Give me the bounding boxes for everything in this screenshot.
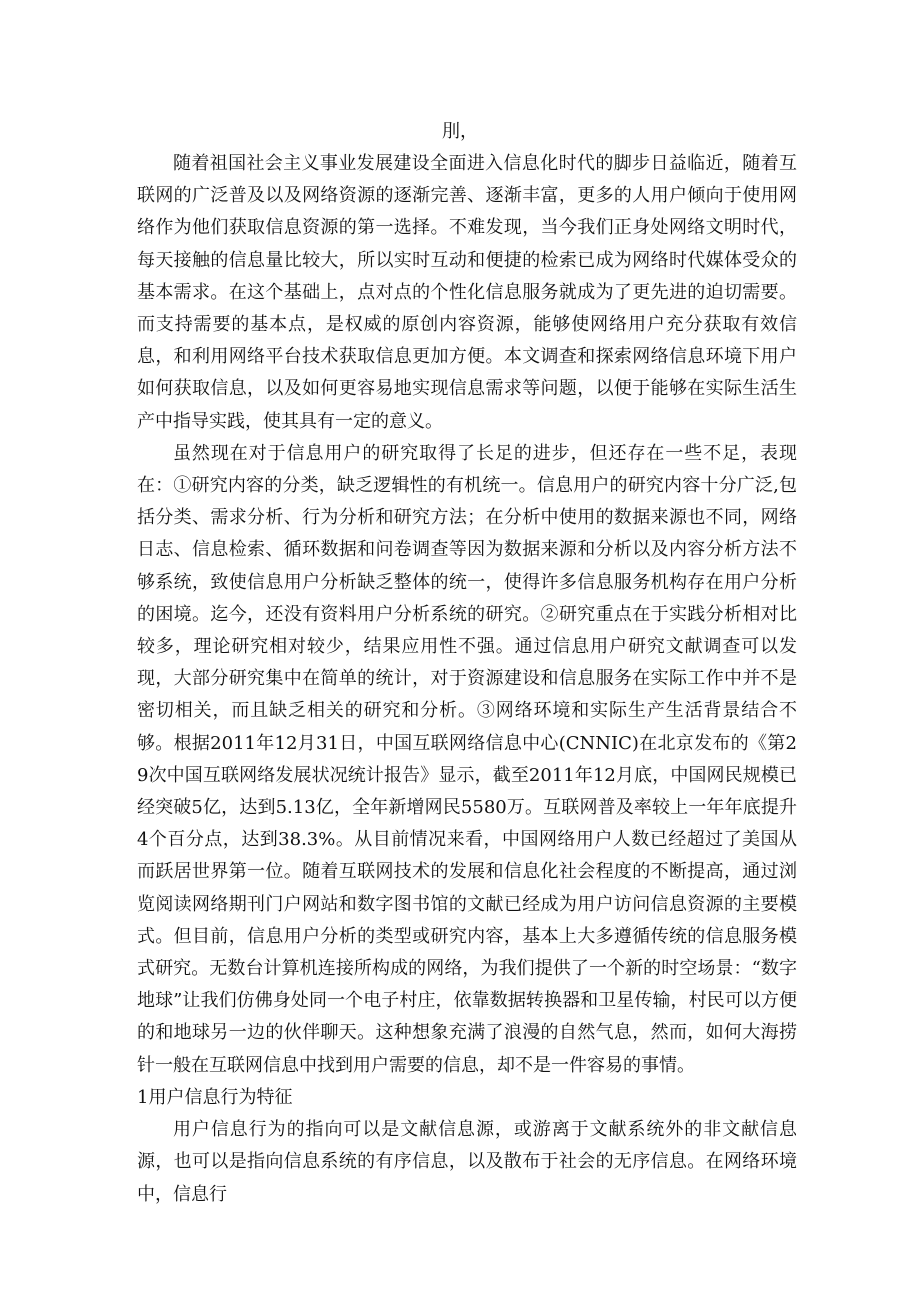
intro-paragraph-2: 虽然现在对于信息用户的研究取得了长足的进步，但还存在一些不足，表现在：①研究内容的分类，缺乏逻辑性的有机统一。信息用户的研究内容十分广泛,包括分类、需求分析、行为分析和研究方法；在分析中使用的数据来源也不同，网络日志、信息检索、循环数据和问卷调查等因为数据来源和分析以及内容分析方法不够系统，致使信息用户分析缺乏整体的统一，使得许多信息服务机构存在用户分析的困境。迄今，还没有资料用户分析系统的研究。②研究重点在于实践分析相对比较多，理论研究相对较少，结果应用性不强。通过信息用户研究文献调查可以发现，大部分研究集中在简单的统计，对于资源建设和信息服务在实际工作中并不是密切相关，而且缺乏相关的研究和分析。③网络环境和实际生产生活背景结合不够。根据2011年12月31日，中国互联网络信息中心(CNNIC)在北京发布的《第29次中国互联网络发展状况统计报告》显示，截至2011年12月底，中国网民规模已经突破5亿，达到5.13亿，全年新增网民5580万。互联网普及率较上一年年底提升4个百分点，达到38.3%。从目前情况来看，中国网络用户人数已经超过了美国从而跃居世界第一位。随着互联网技术的发展和信息化社会程度的不断提高，通过浏览阅读网络期刊门户网站和数字图书馆的文献已经成为用户访问信息资源的主要模式。但目前，信息用户分析的类型或研究内容，基本上大多遵循传统的信息服务模式研究。无数台计算机连接所构成的网络，为我们提供了一个新的时空场景：“数字地球”让我们仿佛身处同一个电子村庄，依靠数据转换器和卫星传输，村民可以方便的和地球另一边的伙伴聊天。这种想象充满了浪漫的自然气息，然而，如何大海捞针一般在互联网信息中找到用户需要的信息，却不是一件容易的事情。 [137,442,797,1076]
document-body [137,148,797,1211]
section-paragraph: 用户信息行为的指向可以是文献信息源，或游离于文献系统外的非文献信息源，也可以是指向信息系统的有序信息，以及散布于社会的无序信息。在网络环境中，信息行 [137,1119,797,1205]
intro-paragraph-1: 随着祖国社会主义事业发展建设全面进入信息化时代的脚步日益临近，随着互联网的广泛普及以及网络资源的逐渐完善、逐渐丰富，更多的人用户倾向于使用网络作为他们获取信息资源的第一选择。不难发现，当今我们正身处网络文明时代，每天接触的信息量比较大，所以实时互动和便捷的检索已成为网络时代媒体受众的基本需求。在这个基础上，点对点的个性化信息服务就成为了更先进的迫切需要。而支持需要的基本点，是权威的原创内容资源，能够使网络用户充分获取有效信息，和利用网络平台技术获取信息更加方便。本文调查和探索网络信息环境下用户如何获取信息，以及如何更容易地实现信息需求等问题，以便于能够在实际生活生产中指导实践，使其具有一定的意义。 [137,153,797,432]
page-heading: 刖， [442,121,478,142]
section-title: 1用户信息行为特征 [137,1086,293,1108]
